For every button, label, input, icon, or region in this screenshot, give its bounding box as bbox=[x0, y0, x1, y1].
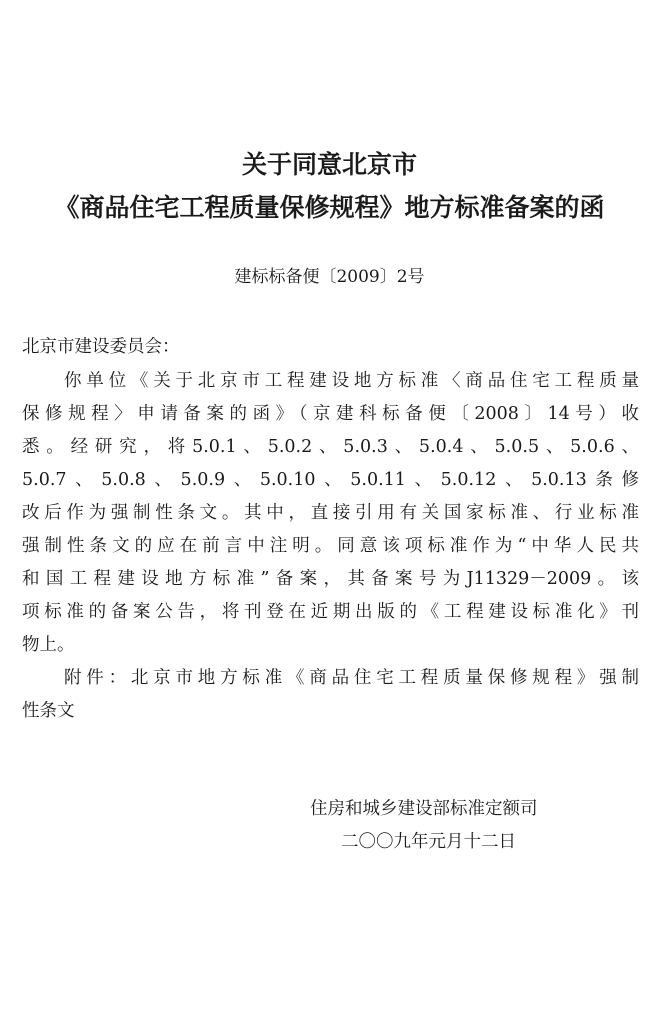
attachment-line-1: 附件：北京市地方标准《商品住宅工程质量保修规程》强制 bbox=[64, 668, 639, 688]
body-line-1: 你单位《关于北京市工程建设地方标准〈商品住宅工程质量 bbox=[64, 371, 639, 391]
body-line-2: 保修规程〉申请备案的函》（京建科标备便〔2008〕14号）收 bbox=[22, 404, 639, 424]
salutation: 北京市建设委员会： bbox=[22, 337, 180, 357]
body-line-3: 悉。经研究，将5.0.1、5.0.2、5.0.3、5.0.4、5.0.5、5.0.6、 bbox=[22, 437, 639, 457]
document-title-line-1: 关于同意北京市 bbox=[241, 150, 417, 179]
document-title-line-2: 《商品住宅工程质量保修规程》地方标准备案的函 bbox=[54, 193, 605, 222]
body-line-6: 强制性条文的应在前言中注明。同意该项标准作为“中华人民共 bbox=[22, 536, 639, 556]
signature-organization: 住房和城乡建设部标准定额司 bbox=[310, 799, 538, 819]
body-line-7: 和国工程建设地方标准”备案，其备案号为J11329－2009。该 bbox=[22, 569, 639, 589]
body-line-9: 物上。 bbox=[22, 635, 75, 655]
body-line-4: 5.0.7、5.0.8、5.0.9、5.0.10、5.0.11、5.0.12、5.0.13条修 bbox=[22, 470, 639, 490]
signature-date: 二〇〇九年元月十二日 bbox=[341, 832, 516, 852]
body-line-5: 改后作为强制性条文。其中，直接引用有关国家标准、行业标准 bbox=[22, 503, 639, 523]
body-line-8: 项标准的备案公告，将刊登在近期出版的《工程建设标准化》刊 bbox=[22, 602, 639, 622]
document-number: 建标标备便〔2009〕2号 bbox=[234, 267, 425, 287]
attachment-line-2: 性条文 bbox=[22, 701, 75, 721]
